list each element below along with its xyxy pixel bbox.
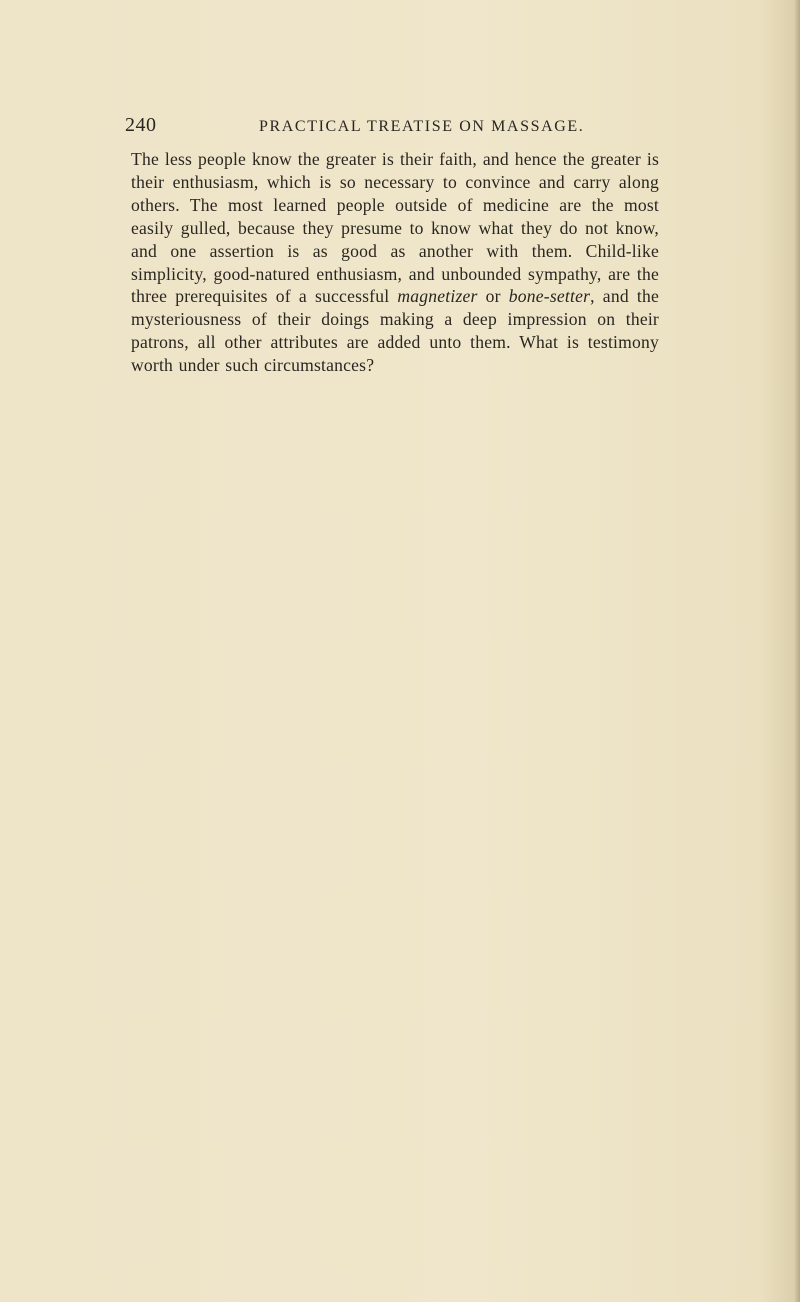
page-number: 240 <box>125 114 157 136</box>
page-edge-shadow <box>794 0 800 1302</box>
body-text <box>131 148 659 377</box>
italic-term-bone-setter: bone-setter <box>508 286 591 307</box>
paragraph <box>131 148 659 377</box>
italic-term-magnetizer: magnetizer <box>397 286 478 307</box>
page-header <box>125 114 665 144</box>
paragraph-text: or <box>477 286 509 307</box>
running-head: PRACTICAL TREATISE ON MASSAGE. <box>259 118 585 135</box>
paragraph-text: The less people know the greater is their faith, and hence the greater is their enthusiasm, which is so necessary to convince and carry along others. The most learned people outside of medicine are the most easily gulled, because they presume to know what they do not know, and one assertion is as good as another with them. Child-like simplicity, good-natured enthusiasm, and unbounded sympathy, are the three prerequisites of a successful <box>131 149 659 307</box>
paragraph-text: , and the mysteriousness of their doings making a deep impression on their patrons, all other attributes are added unto them. What is testimony worth under such circumstances? <box>131 286 659 376</box>
